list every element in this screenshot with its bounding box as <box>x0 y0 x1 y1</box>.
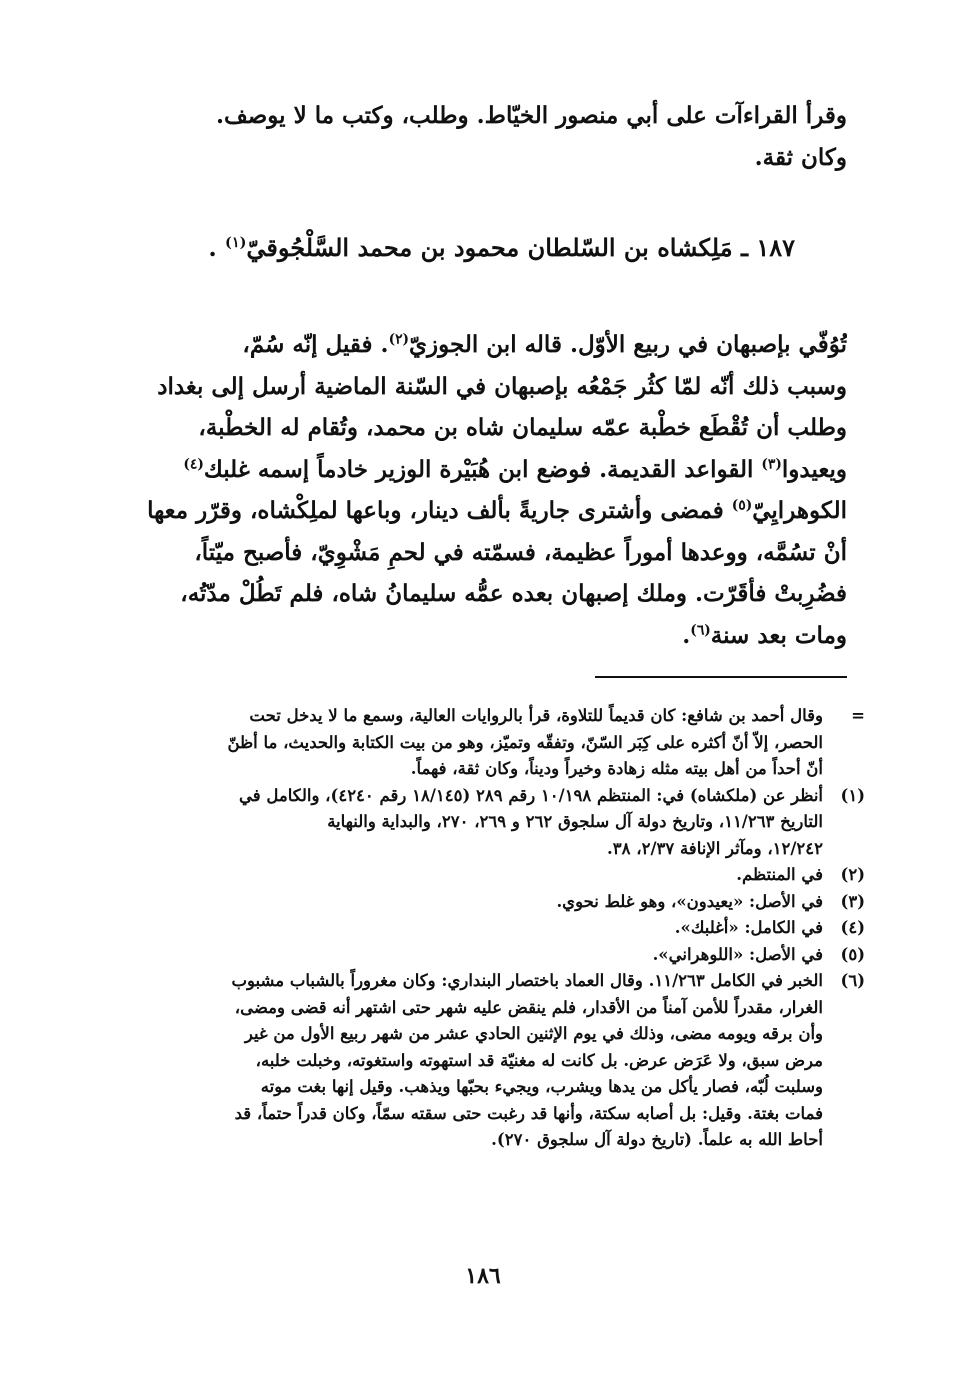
text-line: ويعيدوا$^{(٣)}$ القواعد القديمة. فوضع ابن هُبَيْرة الوزير خادماً إسمه غلبك$^{(٤)}$ <box>183 455 847 483</box>
footnotes <box>115 703 865 1154</box>
footnote-reference: (٣) <box>761 455 782 472</box>
text-line: فضُرِبتْ فأقَرّت. وملك إصبهان بعده عمُّه سليمانُ شاه، فلم تَطُلْ مدّتُه، <box>180 580 847 607</box>
footnote-marker: (٣) <box>840 891 865 911</box>
text-line: وقرأ القراءآت على أبي منصور الخيّاط. وطلب، وكتب ما لا يوصف. <box>215 102 847 129</box>
footnote-marker: (٥) <box>840 944 865 964</box>
footnote-text: في الكامل: «أغلبك». <box>674 918 823 937</box>
footnote-reference: (٦) <box>690 621 711 638</box>
text-line: وطلب أن تُقْطَع خطْبة عمّه سليمان شاه بن محمد، وتُقام له الخطْبة، <box>198 414 847 441</box>
footnote-reference: (٤) <box>183 455 204 472</box>
footnote-marker: = <box>851 706 865 725</box>
text-line: وكان ثقة. <box>754 143 847 171</box>
footnote-2 <box>115 862 865 889</box>
footnote-reference: (١) <box>225 234 247 251</box>
footnote-text: أنظر عن (ملكشاه) في: المنتظم ١٠/١٩٨ رقم ٢٨٩ (١٨/١٤٥ رقم ٤٢٤٠)، والكامل في التاريخ ١١/٢٦٣، وتاريخ دولة آل سلجوق ٢٦٢ و ٢٦٩، ٢٧٠، والبداية والنهاية ١٢/٢٤٢، ومآثر الإنافة ٢/٣٧، ٣٨. <box>239 785 823 858</box>
footnote-marker: (١) <box>840 785 865 805</box>
footnote-reference: (٢) <box>388 331 410 348</box>
text-line: أنْ تسُمَّه، ووعدها أموراً عظيمة، فسمّته في لحمِ مَشْوِيّ، فأصبح ميّتاً، <box>194 538 847 566</box>
entry-number: ١٨٧ <box>756 233 795 262</box>
text-line: تُوُفّي بإصبهان في ربيع الأوّل. قاله ابن الجوزيّ$^{(٢)}$. فقيل إنّه سُمّ، <box>242 331 847 358</box>
footnote-1 <box>115 783 865 863</box>
footnote-marker: (٤) <box>840 918 865 937</box>
page-number: ١٨٦ <box>465 1263 501 1289</box>
footnote-continuation <box>115 703 865 783</box>
footnote-marker: (٦) <box>840 971 865 990</box>
footnote-marker: (٢) <box>840 865 865 884</box>
footnote-text: وقال أحمد بن شافع: كان قديماً للتلاوة، قرأ بالروايات العالية، وسمع ما لا يدخل تحت الحصر، إلاّ أنّ أكثره على كِبَر السّنّ، وتفقّه وتميّز، وهو من بيت الكتابة والحديث، ما أظنّ أنّ أحداً من أهل بيته مثله زهادة وخيراً وديناً، وكان ثقة، فهماً. <box>227 706 823 778</box>
footnote-6 <box>115 968 865 1154</box>
footnote-text: في المنتظم. <box>736 865 823 884</box>
footnote-5 <box>115 942 865 969</box>
text-line: ومات بعد سنة$^{(٦)}$. <box>682 621 847 649</box>
footnote-separator <box>595 676 847 678</box>
text-line: الكوهرايِيّ$^{(٥)}$ فمضى وأشترى جاريةً بألف دينار، وباعها لملِكْشاه، وقرّر معها <box>147 497 847 524</box>
entry-separator: ـ <box>740 233 748 262</box>
entry-heading <box>200 230 795 266</box>
footnote-reference: (٥) <box>731 497 753 514</box>
footnote-text: في الأصل: «اللوهراني». <box>652 944 823 964</box>
footnote-4 <box>115 915 865 942</box>
footnote-3 <box>115 889 865 916</box>
entry-title-end: . <box>208 233 217 262</box>
footnote-text: في الأصل: «يعيدون»، وهو غلط نحوي. <box>556 891 823 911</box>
top-paragraph <box>115 95 847 178</box>
text-line: وسبب ذلك أنّه لمّا كثُر جَمْعُه بإصبهان في السّنة الماضية أرسل إلى بغداد <box>157 372 847 400</box>
main-paragraph <box>115 324 847 656</box>
entry-title: مَلِكشاه بن السّلطان محمود بن محمد السَّلْجُوقيّ <box>246 233 733 262</box>
footnote-text: الخبر في الكامل ١١/٢٦٣. وقال العماد باختصار البنداري: وكان مغروراً بالشباب مشبوب الغرار، مقدراً للأمن آمناً من الأقدار، فلم ينقض عليه شهر حتى اشتهر أنه قضى ومضى، وأن برقه ويومه مضى، وذلك في يوم الإثنين الحادي عشر من شهر ربيع الأول من غير مرض سبق، ولا عَرَض عرض. بل كانت له مغنيّة قد استهوته واستغوته، وخبلت خلبه، وسلبت لُبّه، فصار يأكل من يدها ويشرب، ويجيء بحبّها ويذهب. وقيل إنها بغت موته فمات بغتة. وقيل: بل أصابه سكتة، وأنها قد رغبت حتى سقته سمّاً، وكان قدراً حتماً، قد أحاط الله به علماً. (تاريخ دولة آل سلجوق ٢٧٠). <box>231 971 823 1149</box>
